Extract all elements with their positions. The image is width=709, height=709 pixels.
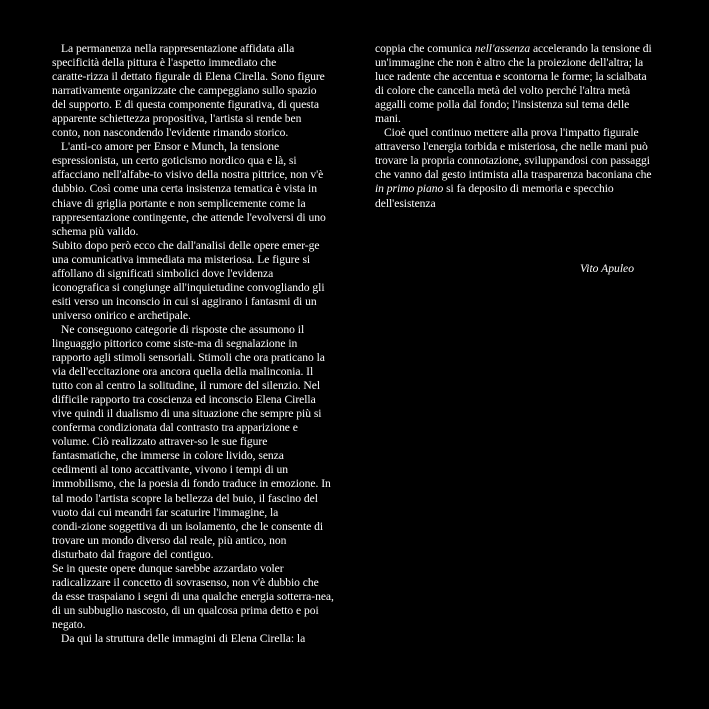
text-line <box>375 140 673 154</box>
text-line: La permanenza nella rappresentazione affidata alla <box>61 42 295 55</box>
text-line: schema più valido. <box>52 224 139 238</box>
text-segment: coppia che comunica <box>375 42 475 55</box>
text-line: rapporto agli stimoli sensoriali. Stimoli che ora praticano la <box>52 351 325 365</box>
text-line: Subito dopo però ecco che dall'analisi delle opere emer-ge <box>52 238 320 252</box>
author-signature: Vito Apuleo <box>580 262 634 275</box>
text-line: via dell'eccitazione ora ancora quella della malinconia. Il <box>52 365 314 379</box>
text-line: immobilismo, che la poesia di fondo traduce in emozione. In <box>52 477 331 491</box>
text-line: cedimenti al tono accattivante, vivono i tempi di un <box>52 463 288 477</box>
text-line <box>375 84 673 98</box>
text-line <box>375 112 673 126</box>
text-line: trovare un mondo diverso dal reale, più antico, non <box>52 533 287 547</box>
text-line: conferma condizionata dal contrasto tra apparizione e <box>52 421 298 435</box>
text-line: vuoto dai cui meandri far scaturire l'immagine, la <box>52 505 279 519</box>
text-line <box>375 168 673 182</box>
text-line <box>375 56 673 70</box>
text-segment: luce radente che accentua e scontorna le forme; la scialbata <box>375 70 647 84</box>
italic-segment: in primo piano <box>375 182 444 196</box>
text-line: Se in queste opere dunque sarebbe azzardato voler <box>52 561 284 575</box>
text-line: Da qui la struttura delle immagini di Elena Cirella: la <box>61 631 306 645</box>
text-segment: di colore che cancella metà del volto perché l'altra metà <box>375 84 631 98</box>
text-line: linguaggio pittorico come siste-ma di segnalazione in <box>52 336 298 350</box>
text-line <box>375 126 673 140</box>
text-line: affacciano nell'alfabe-to visivo della nostra pittrice, non v'è <box>52 168 324 182</box>
text-line: specificità della pittura è l'aspetto immediato che <box>52 56 277 70</box>
text-line: negato. <box>52 617 86 631</box>
text-line <box>375 154 673 168</box>
text-line: universo onirico e archetipale. <box>52 308 191 322</box>
text-segment: accelerando la tensione di <box>530 42 652 55</box>
text-line <box>375 182 673 196</box>
text-line: dubbio. Così come una certa insistenza tematica è vista in <box>52 182 317 196</box>
text-line: volume. Ciò realizzato attraver-so le sue figure <box>52 435 268 449</box>
text-line <box>375 197 673 211</box>
text-line: chiave di griglia portante e non semplicemente come la <box>52 196 306 210</box>
text-line: tutto con al centro la solitudine, il rumore del silenzio. Nel <box>52 379 320 393</box>
text-segment: attraverso l'energia torbida e misteriosa, che nelle mani può <box>375 140 648 154</box>
text-line <box>375 70 673 84</box>
text-segment: aggalli come polla dal fondo; l'insistenza sul tema delle <box>375 98 630 112</box>
right-text-column <box>375 42 673 211</box>
text-line <box>375 42 673 56</box>
text-segment: si fa deposito di memoria e specchio <box>443 182 614 196</box>
text-line: di un subbuglio nascosto, di un qualcosa prima detto e poi <box>52 603 319 617</box>
text-segment: un'immagine che non è altro che la proiezione dell'altra; la <box>375 56 644 70</box>
text-line: rappresentazione contingente, che attende l'evolversi di uno <box>52 210 326 224</box>
text-line: L'anti-co amore per Ensor e Munch, la tensione <box>61 140 280 154</box>
text-line: difficile rapporto tra coscienza ed inconscio Elena Cirella <box>52 393 316 407</box>
text-segment: che vanno dal gesto intimista alla trasparenza baconiana che <box>375 168 652 182</box>
text-line: caratte-rizza il dettato figurale di Elena Cirella. Sono figure <box>52 70 325 84</box>
text-line: apparente schiettezza propositiva, l'artista si rende ben <box>52 112 302 126</box>
text-line: narrativamente organizzate che campeggiano sullo spazio <box>52 84 317 98</box>
text-segment: Cioè quel continuo mettere alla prova l'impatto figurale <box>384 126 639 140</box>
text-segment: dell'esistenza <box>375 196 436 210</box>
left-text-column <box>52 42 350 646</box>
text-line: del supporto. E di questa componente figurativa, di questa <box>52 98 319 112</box>
text-segment: mani. <box>375 112 401 126</box>
text-line: una comunicativa immediata ma misteriosa. Le figure si <box>52 252 311 266</box>
text-line: radicalizzare il concetto di sovrasenso, non v'è dubbio che <box>52 575 319 589</box>
text-line: espressionista, un certo goticismo nordico qua e là, si <box>52 154 297 168</box>
text-line: iconografica si congiunge all'inquietudine convogliando gli <box>52 280 325 294</box>
text-line: fantasmatiche, che immerse in colore livido, senza <box>52 449 284 463</box>
text-line: disturbato dal fragore del contiguo. <box>52 547 214 561</box>
italic-segment: nell'assenza <box>474 42 531 55</box>
text-line: Ne conseguono categorie di risposte che assumono il <box>61 322 305 336</box>
text-line: condi-zione soggettiva di un isolamento, che le consente di <box>52 519 324 533</box>
text-line: vive quindi il dualismo di una situazione che sempre più si <box>52 407 322 421</box>
text-line: affollano di significati simbolici dove l'evidenza <box>52 266 274 280</box>
text-segment: trovare la propria connotazione, sviluppandosi con passaggi <box>375 154 650 168</box>
text-line: da esse traspaiano i segni di una qualche energia sotterra-nea, <box>52 589 334 603</box>
text-line: conto, non nascondendo l'evidente rimando storico. <box>52 126 289 140</box>
text-line: esiti verso un inconscio in cui si aggirano i fantasmi di un <box>52 294 317 308</box>
text-line <box>375 98 673 112</box>
text-line: tal modo l'artista scopre la bellezza del buio, il fascino del <box>52 491 318 505</box>
